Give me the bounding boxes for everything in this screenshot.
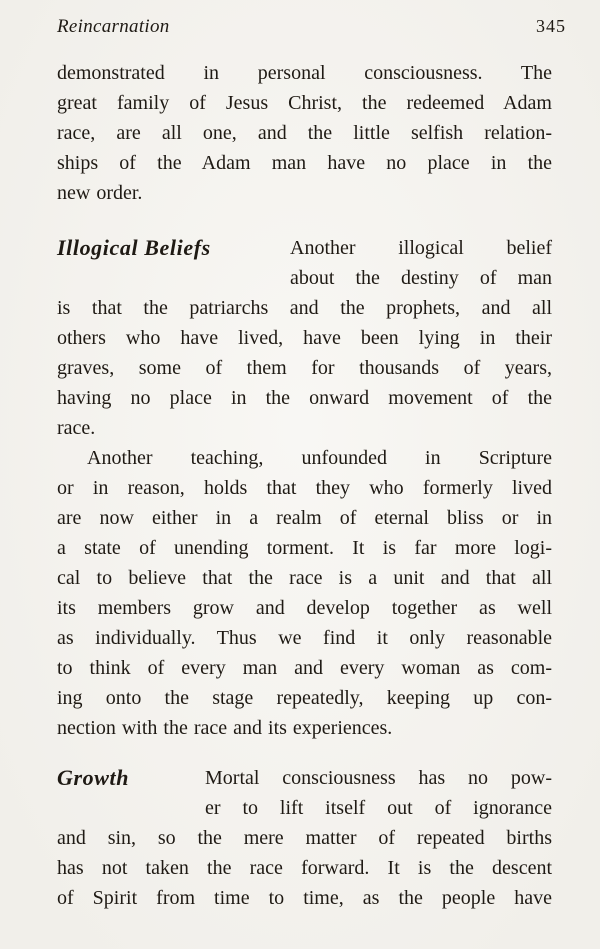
- text-line: or in reason, holds that they who formerly lived: [57, 477, 552, 499]
- text-line: and sin, so the mere matter of repeated births: [57, 827, 552, 849]
- section-head-row: [57, 763, 552, 823]
- section-illogical-beliefs: [57, 233, 552, 443]
- page-body: [57, 58, 552, 913]
- text-line: a state of unending torment. It is far more logi-: [57, 537, 552, 559]
- text-line: has not taken the race forward. It is the descent: [57, 857, 552, 879]
- text-line: as individually. Thus we find it only reasonable: [57, 627, 552, 649]
- text-line: Another teaching, unfounded in Scripture: [87, 447, 552, 469]
- text-line: Mortal consciousness has no pow-: [205, 767, 552, 789]
- section-hang-lines: [205, 763, 552, 823]
- section-hang-lines: [290, 233, 552, 293]
- text-line: demonstrated in personal consciousness. The: [57, 62, 552, 84]
- page-number: 345: [536, 16, 566, 36]
- paragraph-demonstrated: [57, 58, 552, 208]
- text-line: is that the patriarchs and the prophets, and all: [57, 297, 552, 319]
- text-line: er to lift itself out of ignorance: [205, 797, 552, 819]
- text-line: cal to believe that the race is a unit and that all: [57, 567, 552, 589]
- section-heading-illogical-beliefs: Illogical Beliefs: [57, 235, 211, 260]
- running-title: Reincarnation: [57, 16, 170, 37]
- text-line: having no place in the onward movement of the: [57, 387, 552, 409]
- text-line: great family of Jesus Christ, the redeemed Adam: [57, 92, 552, 114]
- text-line: of Spirit from time to time, as the people have: [57, 887, 552, 909]
- section-growth: [57, 763, 552, 913]
- section-head-row: [57, 233, 552, 293]
- text-line: are now either in a realm of eternal bliss or in: [57, 507, 552, 529]
- section-heading-growth: Growth: [57, 765, 130, 790]
- text-line: ing onto the stage repeatedly, keeping up con-: [57, 687, 552, 709]
- paragraph-another-teaching: [57, 443, 552, 743]
- text-line: graves, some of them for thousands of years,: [57, 357, 552, 379]
- text-line: to think of every man and every woman as com-: [57, 657, 552, 679]
- text-line: race.: [57, 417, 96, 439]
- text-line: about the destiny of man: [290, 267, 552, 289]
- section-paragraph-growth: [57, 823, 552, 913]
- text-line: others who have lived, have been lying in their: [57, 327, 552, 349]
- text-line: nection with the race and its experiences.: [57, 717, 393, 739]
- text-line: its members grow and develop together as well: [57, 597, 552, 619]
- text-line: ships of the Adam man have no place in the: [57, 152, 552, 174]
- page-header: [57, 14, 566, 39]
- text-line: race, are all one, and the little selfish relation-: [57, 122, 552, 144]
- text-line: Another illogical belief: [290, 237, 552, 259]
- text-line: new order.: [57, 182, 143, 204]
- section-paragraph-illogical: [57, 293, 552, 443]
